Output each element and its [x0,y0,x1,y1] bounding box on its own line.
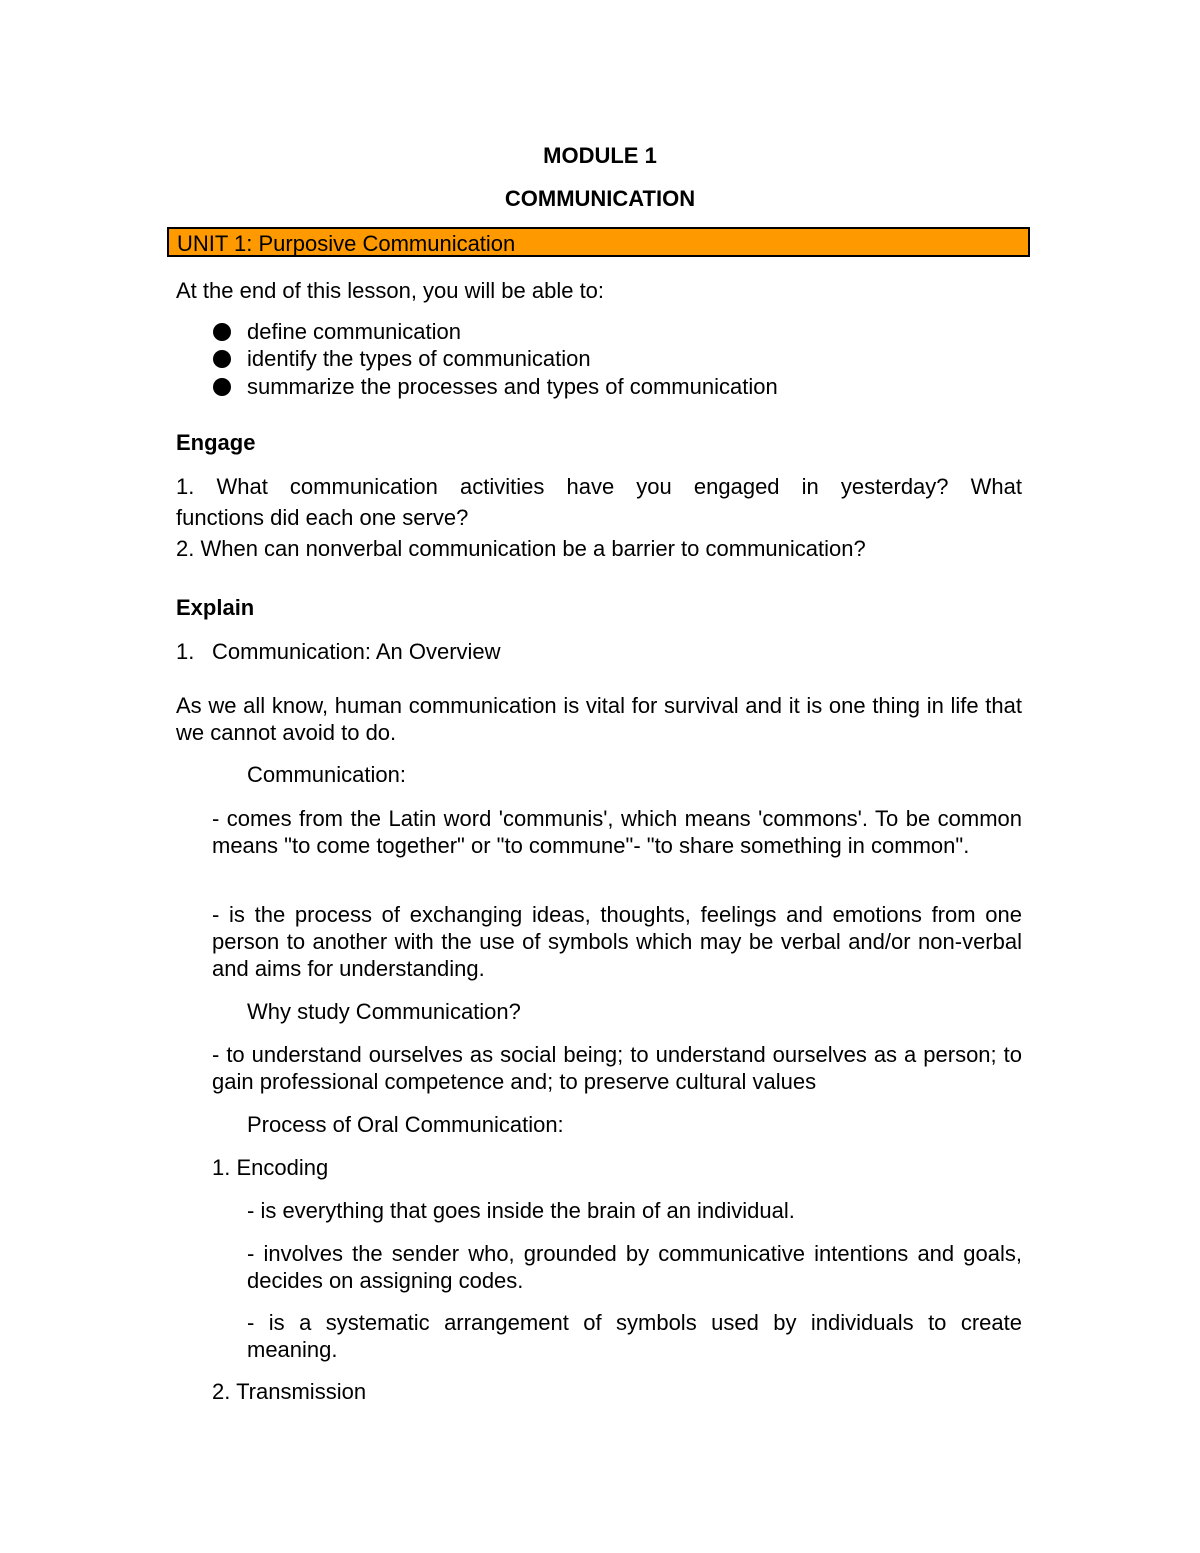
explain-heading: Explain [176,595,255,620]
encoding-point-2: - involves the sender who, grounded by communicative intentions and goals, decides on assigning codes. [247,1241,1022,1293]
module-number: MODULE 1 [543,143,657,168]
engage-heading: Engage [176,430,256,455]
objective-item: identify the types of communication [247,346,591,371]
why-study-label: Why study Communication? [247,999,521,1024]
bullet-icon [213,378,231,396]
encoding-point-3: - is a systematic arrangement of symbols used by individuals to create meaning. [247,1310,1022,1362]
definition-2: - is the process of exchanging ideas, thoughts, feelings and emotions from one person to another with the use of symbols which may be verbal and/or non-verbal and aims for understanding. [212,902,1022,981]
engage-question-2: 2. When can nonverbal communication be a barrier to communication? [176,536,866,561]
engage-question-1-cont: functions did each one serve? [176,505,469,530]
engage-question-1: 1. What communication activities have you engaged in yesterday? What [176,474,1022,499]
encoding-point-1: - is everything that goes inside the brain of an individual. [247,1198,795,1223]
definition-1: - comes from the Latin word 'communis', which means 'commons'. To be common means "to come together" or "to commune"- "to share something in common". [212,806,1022,858]
section-number: 1. [176,639,195,664]
module-title: COMMUNICATION [504,186,696,211]
step-transmission: 2. Transmission [212,1379,367,1404]
why-study-text: - to understand ourselves as social being; to understand ourselves as a person; to gain professional competence and; to preserve cultural values [212,1042,1022,1094]
objective-item: summarize the processes and types of communication [247,374,778,399]
unit-banner [167,227,1030,257]
bullet-icon [213,323,231,341]
intro-paragraph: As we all know, human communication is vital for survival and it is one thing in life that we cannot avoid to do. [176,693,1022,745]
communication-label: Communication: [247,762,406,787]
objective-item: define communication [247,319,462,344]
process-label: Process of Oral Communication: [247,1112,564,1137]
section-title: Communication: An Overview [212,639,501,664]
step-encoding: 1. Encoding [212,1155,329,1180]
bullet-icon [213,350,231,368]
unit-label: UNIT 1: Purposive Communication [177,231,516,256]
objectives-intro: At the end of this lesson, you will be able to: [176,278,605,303]
